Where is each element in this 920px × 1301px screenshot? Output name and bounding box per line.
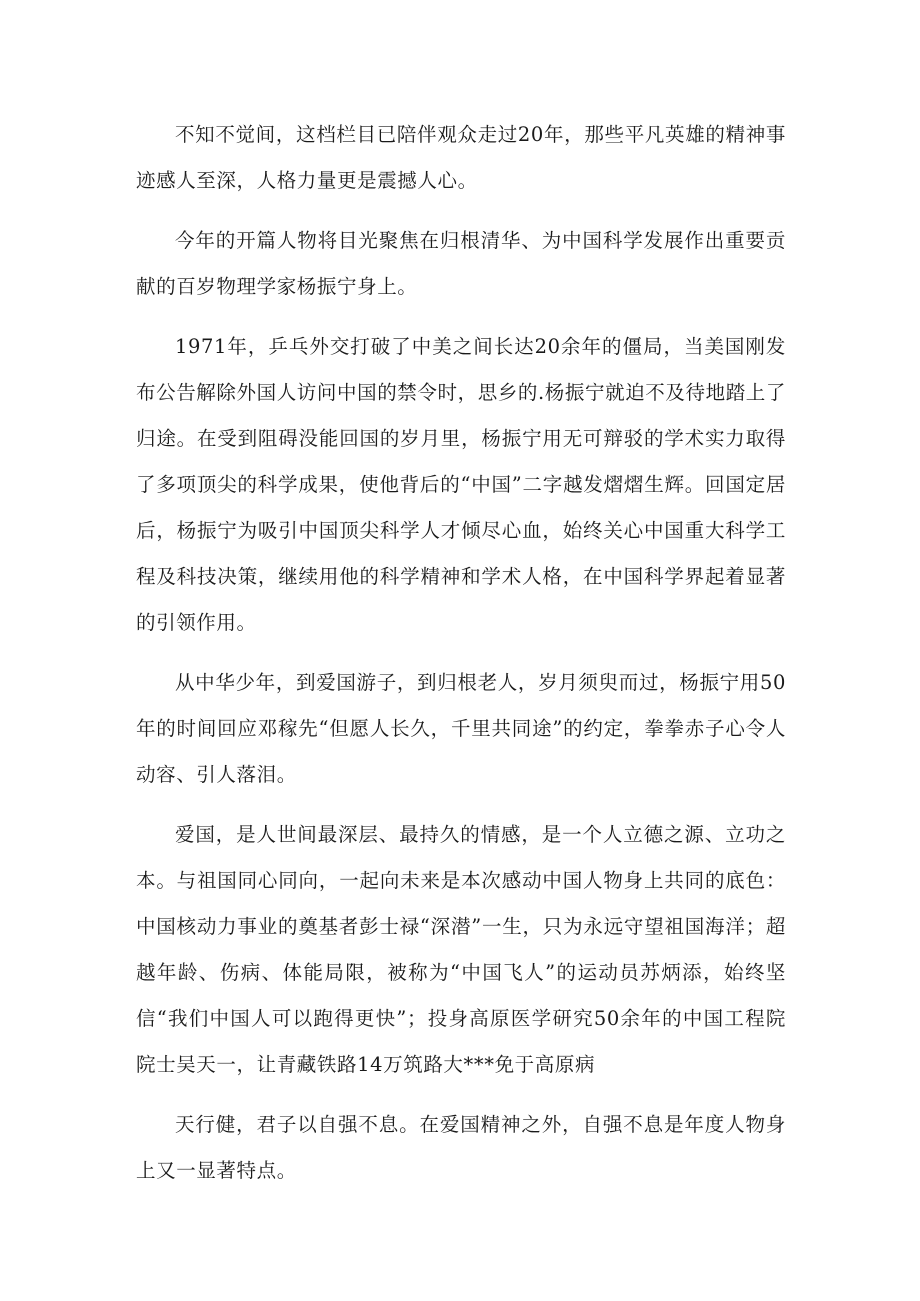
paragraph-2: 今年的开篇人物将目光聚焦在归根清华、为中国科学发展作出重要贡献的百岁物理学家杨振宁身上。 (136, 229, 786, 298)
article-body (136, 112, 786, 1208)
paragraph-3: 1971年，乒乓外交打破了中美之间长达20余年的僵局，当美国刚发布公告解除外国人访问中国的禁令时，思乡的.杨振宁就迫不及待地踏上了归途。在受到阻碍没能回国的岁月里，杨振宁用无可辩驳的学术实力取得了多项顶尖的科学成果，使他背后的“中国”二字越发熠熠生辉。回国定居后，杨振宁为吸引中国顶尖科学人才倾尽心血，始终关心中国重大科学工程及科技决策，继续用他的科学精神和学术人格，在中国科学界起着显著的引领作用。 (136, 335, 786, 634)
paragraph-5: 爱国，是人世间最深层、最持久的情感，是一个人立德之源、立功之本。与祖国同心同向，一起向未来是本次感动中国人物身上共同的底色：中国核动力事业的奠基者彭士禄“深潜”一生，只为永远守望祖国海洋；超越年龄、伤病、体能局限，被称为“中国飞人”的运动员苏炳添，始终坚信“我们中国人可以跑得更快”；投身高原医学研究50余年的中国工程院院士吴天一，让青藏铁路14万筑路大***免于高原病 (136, 823, 786, 1076)
paragraph-1: 不知不觉间，这档栏目已陪伴观众走过20年，那些平凡英雄的精神事迹感人至深，人格力量更是震撼人心。 (136, 123, 786, 192)
paragraph-4: 从中华少年，到爱国游子，到归根老人，岁月须臾而过，杨振宁用50年的时间回应邓稼先“但愿人长久，千里共同途”的约定，拳拳赤子心令人动容、引人落泪。 (136, 671, 786, 786)
paragraph-6: 天行健，君子以自强不息。在爱国精神之外，自强不息是年度人物身上又一显著特点。 (136, 1113, 786, 1182)
